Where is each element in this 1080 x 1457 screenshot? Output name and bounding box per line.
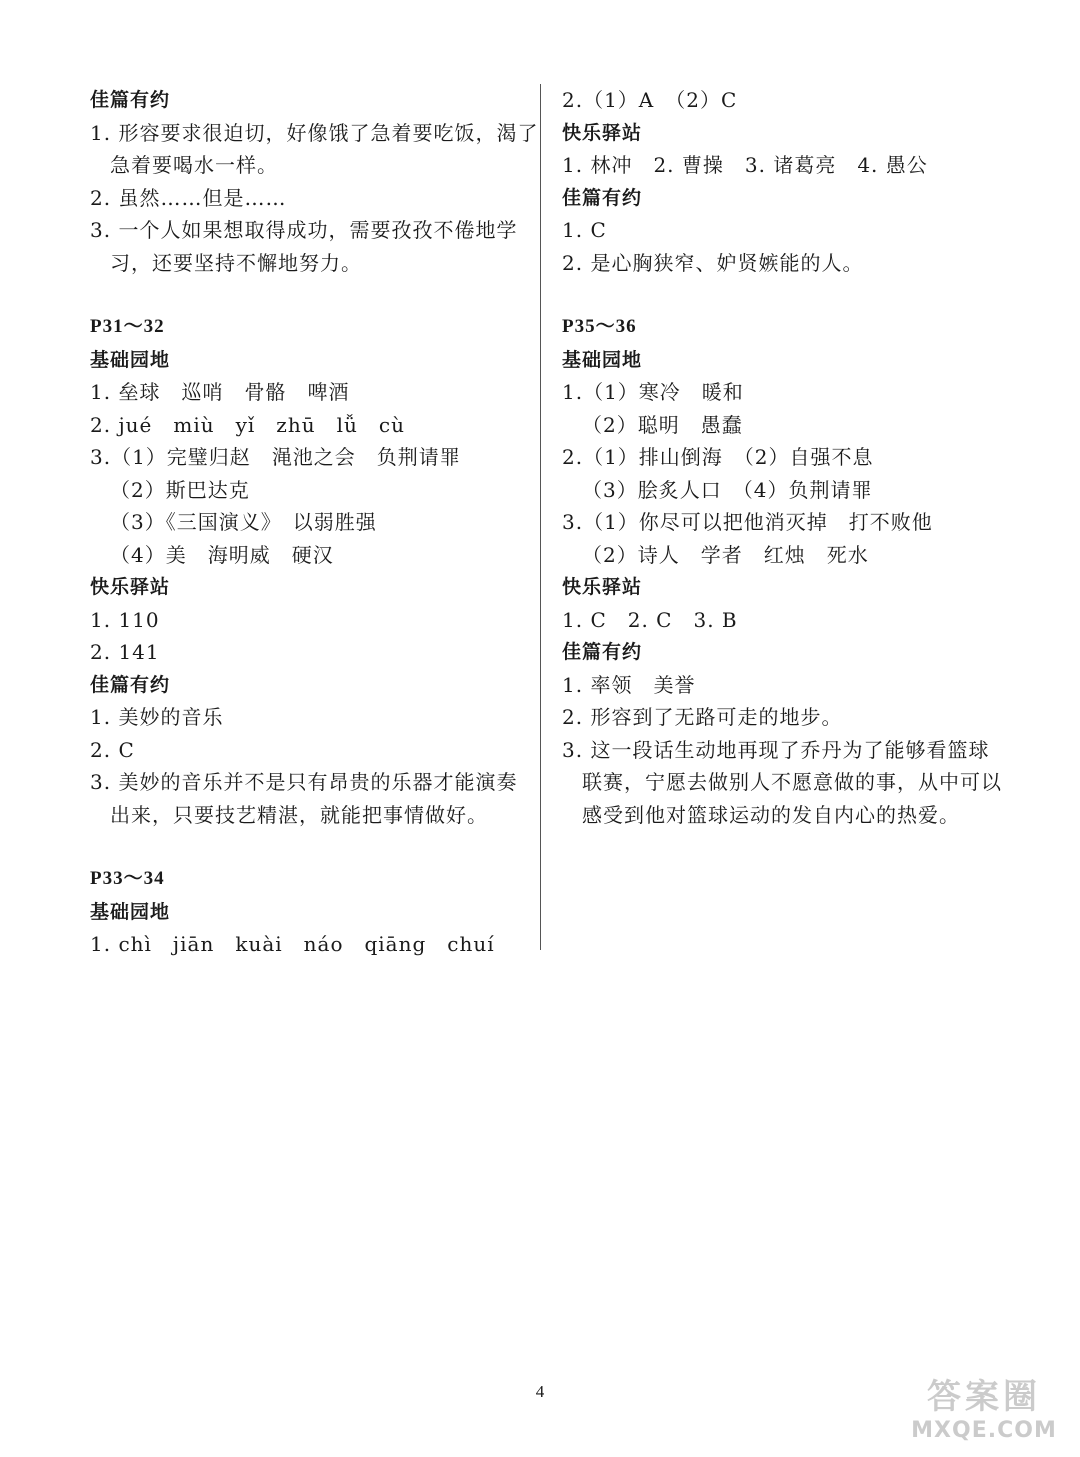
answer-line: 2.（1）排山倒海 （2）自强不息: [562, 445, 874, 469]
answer-line: 1. chì jiān kuài náo qiāng chuí: [90, 932, 495, 956]
answer-line: 2. 形容到了无路可走的地步。: [562, 705, 843, 729]
answer-line: 3. 美妙的音乐并不是只有昂贵的乐器才能演奏: [90, 770, 518, 794]
answer-line: 联赛，宁愿去做别人不愿意做的事，从中可以: [582, 770, 1002, 794]
answer-line: 2. 141: [90, 640, 160, 664]
section-heading: 佳篇有约: [562, 641, 643, 663]
answer-line: 2. 是心胸狭窄、妒贤嫉能的人。: [562, 250, 864, 275]
answer-line: 3.（1）你尽可以把他消灭掉 打不败他: [562, 510, 933, 534]
answer-line: 2. C: [90, 737, 135, 762]
answer-line: 1. C: [562, 218, 607, 242]
column-divider: [540, 84, 541, 950]
answer-line: 1. 林冲 2. 曹操 3. 诸葛亮 4. 愚公: [562, 153, 928, 177]
section-heading: 基础园地: [90, 900, 171, 923]
watermark-logo: [898, 1378, 1070, 1452]
answer-line: （3）脍炙人口 （4）负荆请罪: [582, 477, 873, 502]
answer-line: 1. 形容要求很迫切，好像饿了急着要吃饭，渴了: [90, 120, 539, 145]
section-heading: 基础园地: [90, 348, 171, 371]
answer-line: 2. jué miù yǐ zhū lǚ cù: [90, 412, 405, 437]
answer-line: （2）聪明 愚蠢: [582, 412, 743, 437]
answer-line: 3. 这一段话生动地再现了乔丹为了能够看篮球: [562, 737, 990, 762]
page-range-heading: P33～34: [90, 868, 165, 889]
answer-line: 1.（1）寒冷 暖和: [562, 380, 744, 404]
answer-line: 1. 110: [90, 607, 160, 632]
answer-line: 3.（1）完璧归赵 渑池之会 负荆请罪: [90, 445, 461, 469]
answer-line: 1. 率领 美誉: [562, 672, 696, 697]
section-heading: 基础园地: [562, 348, 643, 371]
section-heading: 快乐驿站: [562, 121, 643, 144]
left-column: [90, 84, 539, 961]
answer-line: （3）《三国演义》 以弱胜强: [110, 510, 377, 534]
answer-line: 出来，只要技艺精湛，就能把事情做好。: [110, 802, 488, 827]
answer-line: （2）诗人 学者 红烛 死水: [582, 542, 869, 567]
answer-line: （2）斯巴达克: [110, 477, 250, 502]
answer-line: 1. C 2. C 3. B: [562, 607, 738, 632]
answer-line: 1. 垒球 巡哨 骨骼 啤酒: [90, 380, 350, 404]
page-range-heading: P31～32: [90, 316, 165, 337]
answer-line: 感受到他对篮球运动的发自内心的热爱。: [582, 802, 960, 827]
answer-line: 1. 美妙的音乐: [90, 705, 224, 729]
watermark-logo-text: 答案圈: [927, 1377, 1041, 1417]
answer-line: 2.（1）A （2）C: [562, 88, 738, 112]
right-column: [562, 84, 1002, 831]
answer-line: 习，还要坚持不懈地努力。: [110, 250, 362, 275]
watermark-url: MXQE.COM: [911, 1418, 1057, 1443]
page-number: 4: [535, 1382, 545, 1401]
section-heading: 快乐驿站: [562, 576, 643, 598]
answer-line: 急着要喝水一样。: [110, 153, 278, 177]
section-heading: 快乐驿站: [90, 576, 171, 598]
section-heading: 佳篇有约: [90, 673, 171, 696]
answer-line: 3. 一个人如果想取得成功，需要孜孜不倦地学: [90, 218, 518, 242]
section-heading: 佳篇有约: [90, 89, 171, 111]
answer-line: （4）美 海明威 硬汉: [110, 542, 334, 567]
section-heading: 佳篇有约: [562, 186, 643, 209]
answer-line: 2. 虽然……但是……: [90, 185, 287, 210]
page-range-heading: P35～36: [562, 316, 637, 337]
